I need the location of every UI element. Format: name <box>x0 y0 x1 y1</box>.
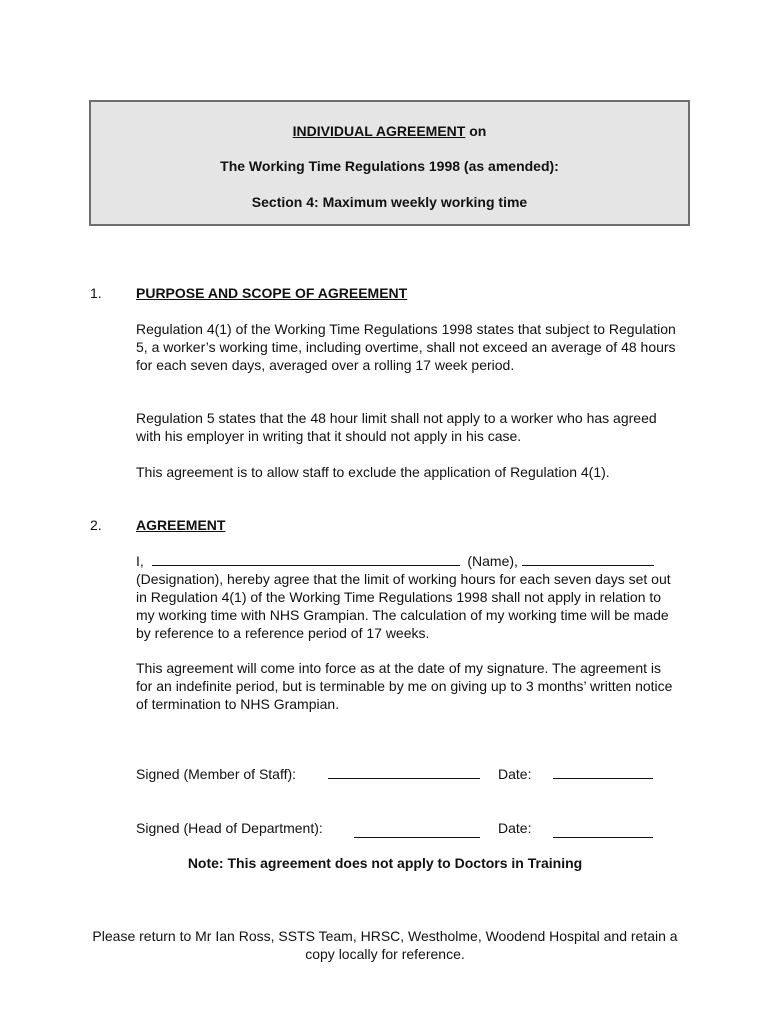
section-2-paragraph-2: This agreement will come into force as at the date of my signature. The agreement is for an indefinite period, but is terminable by me on giving up to 3 months’ written notice of termination to NHS Grampian. <box>136 660 673 712</box>
designation-blank-field[interactable] <box>522 553 654 566</box>
return-instructions: Please return to Mr Ian Ross, SSTS Team, HRSC, Westholme, Woodend Hospital and retain a copy locally for reference. <box>92 928 678 962</box>
section-1-paragraph-1: Regulation 4(1) of the Working Time Regulations 1998 states that subject to Regulation 5, a worker’s working time, including overtime, shall not exceed an average of 48 hours for each seven days, averaged over a rolling 17 week period. <box>136 321 676 373</box>
section-2-paragraph-1 <box>136 552 676 642</box>
section-title: Section 4: Maximum weekly working time <box>251 194 528 210</box>
staff-date-field[interactable] <box>553 777 653 779</box>
intro-prefix: I, <box>136 553 144 569</box>
section-1-paragraph-3: This agreement is to allow staff to exclude the application of Regulation 4(1). <box>136 464 610 480</box>
head-signature-label: Signed (Head of Department): <box>136 820 323 836</box>
section-1-heading: PURPOSE AND SCOPE OF AGREEMENT <box>136 285 408 301</box>
agreement-title-suffix: on <box>465 123 487 139</box>
regulations-title: The Working Time Regulations 1998 (as amended): <box>220 158 559 174</box>
staff-signature-field[interactable] <box>328 777 480 779</box>
name-blank-field[interactable] <box>152 553 460 566</box>
section-1-number: 1. <box>90 285 102 301</box>
section-2-heading: AGREEMENT <box>136 517 226 533</box>
name-label: (Name), <box>467 553 518 569</box>
head-date-field[interactable] <box>553 836 653 838</box>
title-box <box>89 100 690 226</box>
head-signature-field[interactable] <box>354 836 480 838</box>
staff-date-label: Date: <box>498 766 532 782</box>
staff-signature-label: Signed (Member of Staff): <box>136 766 297 782</box>
name-line <box>136 552 676 570</box>
agreement-title-underlined: INDIVIDUAL AGREEMENT <box>292 123 466 139</box>
section-2-number: 2. <box>90 517 102 533</box>
section-2-paragraph-1-text: (Designation), hereby agree that the limit of working hours for each seven days set out in Regulation 4(1) of the Working Time Regulations 1998 shall not apply in relation to my working time with NHS Grampian. The calculation of my working time will be made by reference to a reference period of 17 weeks. <box>136 571 671 641</box>
head-date-label: Date: <box>498 820 532 836</box>
agreement-title <box>91 123 688 139</box>
section-1-paragraph-2: Regulation 5 states that the 48 hour limit shall not apply to a worker who has agreed with his employer in writing that it should not apply in his case. <box>136 410 657 444</box>
note-text: Note: This agreement does not apply to Doctors in Training <box>187 855 583 871</box>
